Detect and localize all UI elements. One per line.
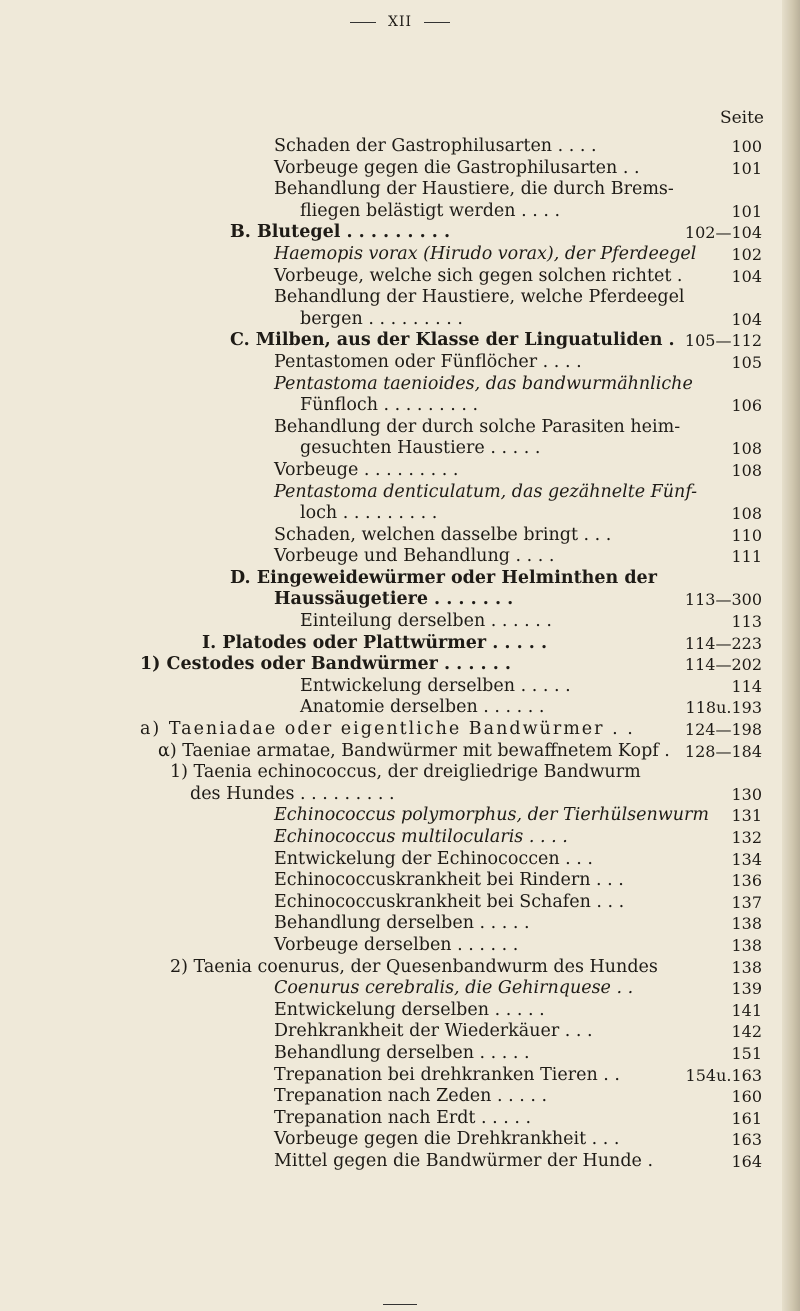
toc-page: 104 [731,309,762,329]
toc-page: 102—104 [684,223,762,243]
toc-entry: Vorbeuge gegen die Drehkrankheit . . . [274,1129,620,1150]
toc-entry: Vorbeuge, welche sich gegen solchen richtet . [274,265,683,286]
toc-row [0,957,800,979]
toc-page: 130 [731,784,762,804]
toc-page: 108 [731,439,762,459]
toc-row [0,1000,800,1022]
toc-entry: Anatomie derselben . . . . . . [300,697,545,718]
toc-row [0,697,800,719]
toc-row [0,1108,800,1130]
toc-page: 160 [731,1087,762,1107]
toc-row [0,266,800,288]
toc-entry: 1) Taenia echinococcus, der dreigliedrige Bandwurm [170,762,641,783]
toc-row [0,158,800,180]
toc-row [0,676,800,698]
toc-row [0,482,800,504]
toc-row [0,568,800,590]
toc-entry: Echinococcus polymorphus, der Tierhülsenwurm [274,805,710,826]
toc-entry: Trepanation bei drehkranken Tieren . . [274,1064,620,1085]
toc-entry: fliegen belästigt werden . . . . [300,200,561,221]
toc-page: 108 [731,460,762,480]
toc-page: 124—198 [684,720,762,740]
toc-row [0,179,800,201]
toc-row [0,589,800,611]
toc-list [0,136,800,1173]
toc-entry: Pentastoma denticulatum, das gezähnelte Fünf- [274,481,698,502]
toc-row [0,1065,800,1087]
toc-page: 100 [731,137,762,156]
toc-row [0,762,800,784]
toc-row [0,892,800,914]
toc-entry: I. Platodes oder Plattwürmer . . . . . [202,632,548,653]
toc-page: 105 [731,352,762,372]
toc-row [0,978,800,1000]
toc-entry: C. Milben, aus der Klasse der Linguatuliden . [230,330,675,351]
column-header-seite: Seite [719,108,764,128]
toc-entry: Schaden der Gastrophilusarten . . . . [274,136,597,156]
toc-entry: bergen . . . . . . . . . [300,308,463,329]
toc-entry: Entwickelung derselben . . . . . [274,999,545,1020]
toc-row [0,352,800,374]
toc-entry: Pentastomen oder Fünflöcher . . . . [274,351,582,372]
toc-page: 111 [731,547,762,567]
toc-entry: Fünfloch . . . . . . . . . [300,395,479,416]
toc-page: 136 [731,871,762,891]
toc-row [0,611,800,633]
toc-row [0,222,800,244]
toc-page: 139 [731,979,762,999]
toc-row [0,287,800,309]
toc-page: 151 [731,1043,762,1063]
toc-entry: Vorbeuge . . . . . . . . . [274,459,459,480]
toc-entry: Behandlung derselben . . . . . [274,913,530,934]
toc-entry: Pentastoma taenioides, das bandwurmähnliche [274,373,693,394]
toc-row [0,546,800,568]
toc-entry: Coenurus cerebralis, die Gehirnquese . . [274,978,634,999]
toc-row [0,136,800,158]
toc-entry: a) Taeniadae oder eigentliche Bandwürmer . . [140,719,635,740]
toc-row [0,935,800,957]
page-header [0,14,800,30]
toc-page: 137 [731,892,762,912]
toc-entry: Haussäugetiere . . . . . . . [274,589,514,610]
toc-row [0,1043,800,1065]
toc-entry: Haemopis vorax (Hirudo vorax), der Pferdeegel [274,243,697,264]
toc-row [0,633,800,655]
toc-entry: B. Blutegel . . . . . . . . . [230,222,451,243]
toc-row [0,374,800,396]
toc-row [0,913,800,935]
toc-entry: Echinococcuskrankheit bei Rindern . . . [274,870,624,891]
toc-page: 101 [731,201,762,221]
toc-page: 138 [731,935,762,955]
toc-entry: Trepanation nach Erdt . . . . . [274,1107,532,1128]
page-footer [0,1290,800,1309]
toc-page: 138 [731,914,762,934]
toc-page: 114—202 [684,655,762,675]
toc-entry: Behandlung der Haustiere, welche Pferdeegel [274,287,685,308]
toc-page: 108 [731,504,762,524]
toc-page: 163 [731,1130,762,1150]
toc-row [0,1021,800,1043]
toc-entry: Behandlung derselben . . . . . [274,1042,530,1063]
toc-entry: Behandlung der Haustiere, die durch Brems- [274,179,674,200]
toc-entry: Trepanation nach Zeden . . . . . [274,1086,548,1107]
toc-page: 138 [731,957,762,977]
toc-entry: Vorbeuge gegen die Gastrophilusarten . . [274,157,640,178]
header-dash-right [424,22,450,23]
toc-row [0,395,800,417]
toc-row [0,719,800,741]
toc-entry: 1) Cestodes oder Bandwürmer . . . . . . [140,654,511,675]
toc-page: 131 [731,806,762,826]
toc-row [0,330,800,352]
toc-page: 142 [731,1022,762,1042]
toc-entry: Echinococcus multilocularis . . . . [274,827,568,847]
toc-row [0,827,800,849]
toc-entry: Mittel gegen die Bandwürmer der Hunde . [274,1150,654,1171]
toc-page: 114 [731,676,762,696]
toc-page: 113 [731,612,762,632]
toc-row [0,525,800,547]
toc-row [0,805,800,827]
toc-row [0,309,800,331]
toc-entry: D. Eingeweidewürmer oder Helminthen der [230,567,657,588]
toc-page: 113—300 [684,590,762,610]
toc-page: 164 [731,1151,762,1171]
toc-entry: loch . . . . . . . . . [300,503,438,524]
toc-entry: Schaden, welchen dasselbe bringt . . . [274,524,612,545]
toc-entry: 2) Taenia coenurus, der Quesenbandwurm des Hundes [170,956,658,977]
toc-entry: Behandlung der durch solche Parasiten heim- [274,416,681,437]
toc-entry: Vorbeuge derselben . . . . . . [274,934,519,955]
toc-row [0,654,800,676]
toc-entry: Entwickelung der Echinococcen . . . [274,848,593,869]
toc-row [0,1086,800,1108]
toc-page: 141 [731,1000,762,1020]
footer-dash [383,1304,417,1305]
toc-entry: Entwickelung derselben . . . . . [300,675,571,696]
toc-page: 128—184 [684,741,762,761]
toc-row [0,244,800,266]
toc-page: 102 [731,244,762,264]
toc-page: 134 [731,849,762,869]
toc-row [0,417,800,439]
toc-entry: Drehkrankheit der Wiederkäuer . . . [274,1021,593,1042]
toc-entry: des Hundes . . . . . . . . . [190,783,395,804]
toc-entry: Echinococcuskrankheit bei Schafen . . . [274,891,625,912]
header-dash-left [350,22,376,23]
page-number-roman: XII [387,14,413,30]
toc-row [0,201,800,223]
toc-page: 101 [731,158,762,178]
toc-row [0,784,800,806]
toc-row [0,741,800,763]
toc-page: 132 [731,828,762,847]
toc-entry: Vorbeuge und Behandlung . . . . [274,546,555,567]
toc-entry: gesuchten Haustiere . . . . . [300,438,541,459]
toc-row [0,438,800,460]
toc-row [0,1129,800,1151]
toc-page: 154u.163 [685,1065,762,1085]
toc-row [0,870,800,892]
toc-entry: α) Taeniae armatae, Bandwürmer mit bewaffnetem Kopf . [158,740,670,761]
toc-page: 118u.193 [685,698,762,718]
toc-page: 161 [731,1108,762,1128]
toc-row [0,503,800,525]
toc-page: 106 [731,396,762,416]
toc-row [0,460,800,482]
toc-page: 105—112 [684,331,762,351]
toc-row [0,1151,800,1173]
toc-page: 114—223 [684,633,762,653]
toc-page: 110 [731,525,762,545]
toc-page: 104 [731,266,762,286]
toc-entry: Einteilung derselben . . . . . . [300,611,552,632]
toc-row [0,849,800,871]
